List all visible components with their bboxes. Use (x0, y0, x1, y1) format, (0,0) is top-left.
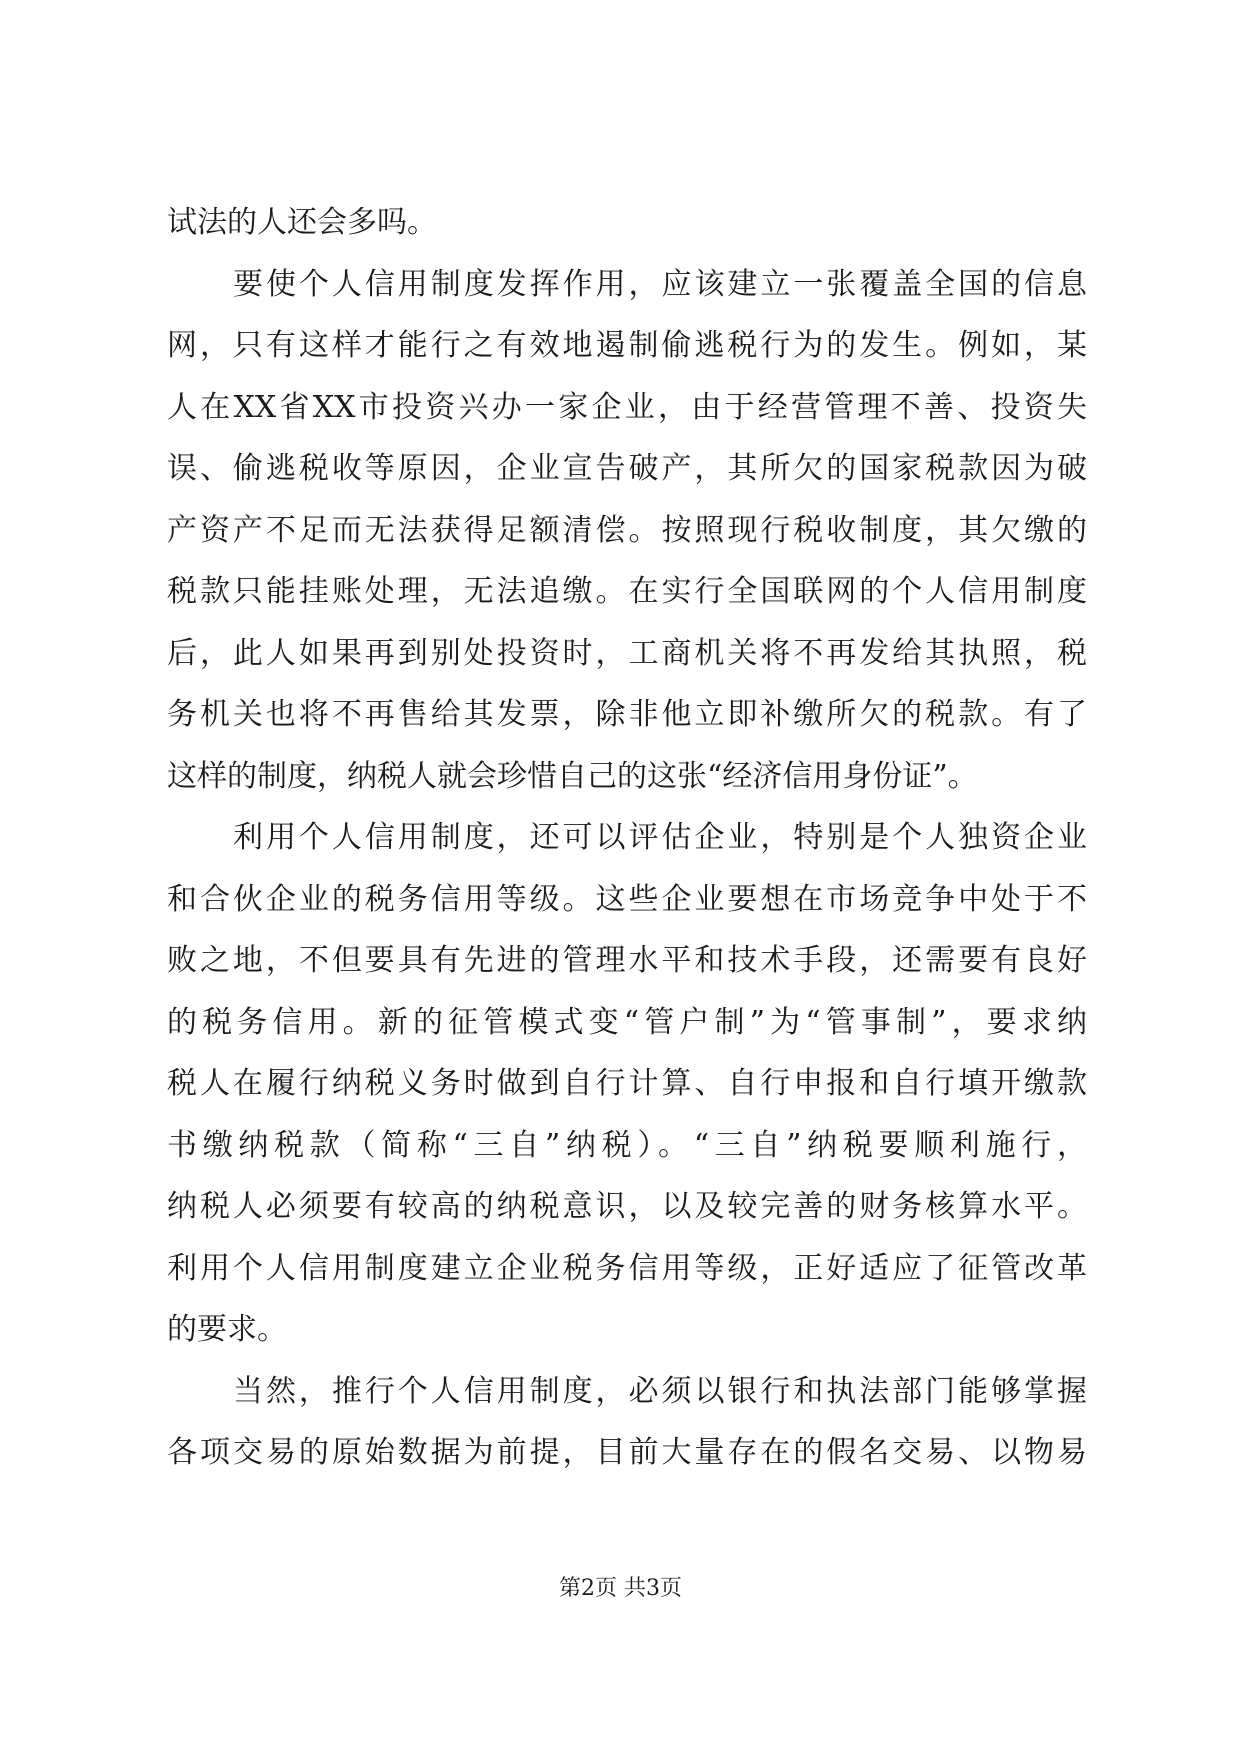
text-line: 税款只能挂账处理，无法追缴。在实行全国联网的个人信用制度 (167, 574, 1087, 609)
text-line: 利用个人信用制度建立企业税务信用等级，正好适应了征管改革 (167, 1250, 1087, 1286)
text-line: 误、偷逃税收等原因，企业宣告破产，其所欠的国家税款因为破 (167, 451, 1087, 486)
text-line: 书缴纳税款（简称“三自”纳税）。“三自”纳税要顺利施行， (167, 1127, 1087, 1163)
text-line: 纳税人必须要有较高的纳税意识，以及较完善的财务核算水平。 (167, 1189, 1087, 1224)
text-line: 网，只有这样才能行之有效地遏制偷逃税行为的发生。例如，某 (167, 328, 1087, 363)
text-line: 要使个人信用制度发挥作用，应该建立一张覆盖全国的信息 (233, 266, 1087, 302)
text-line: 当然，推行个人信用制度，必须以银行和执法部门能够掌握 (233, 1373, 1087, 1409)
text-line: 的要求。 (167, 1312, 287, 1347)
text-line: 人在XX省XX市投资兴办一家企业，由于经营管理不善、投资失 (167, 389, 1087, 425)
text-line: 的税务信用。新的征管模式变“管户制”为“管事制”，要求纳 (167, 1004, 1087, 1040)
document-body (167, 192, 1087, 1484)
text-line: 败之地，不但要具有先进的管理水平和技术手段，还需要有良好 (167, 943, 1087, 978)
text-line: 各项交易的原始数据为前提，目前大量存在的假名交易、以物易 (167, 1435, 1087, 1470)
text-line: 这样的制度，纳税人就会珍惜自己的这张“经济信用身份证”。 (167, 758, 978, 794)
text-line: 和合伙企业的税务信用等级。这些企业要想在市场竞争中处于不 (167, 881, 1087, 917)
text-line: 后，此人如果再到别处投资时，工商机关将不再发给其执照，税 (167, 635, 1087, 671)
text-line: 务机关也将不再售给其发票，除非他立即补缴所欠的税款。有了 (167, 697, 1087, 732)
text-line: 税人在履行纳税义务时做到自行计算、自行申报和自行填开缴款 (167, 1066, 1087, 1101)
text-line: 产资产不足而无法获得足额清偿。按照现行税收制度，其欠缴的 (167, 512, 1087, 548)
text-line: 利用个人信用制度，还可以评估企业，特别是个人独资企业 (233, 820, 1087, 855)
page-number-footer: 第2页 共3页 (559, 1576, 682, 1601)
text-line: 试法的人还会多吗。 (167, 205, 437, 240)
